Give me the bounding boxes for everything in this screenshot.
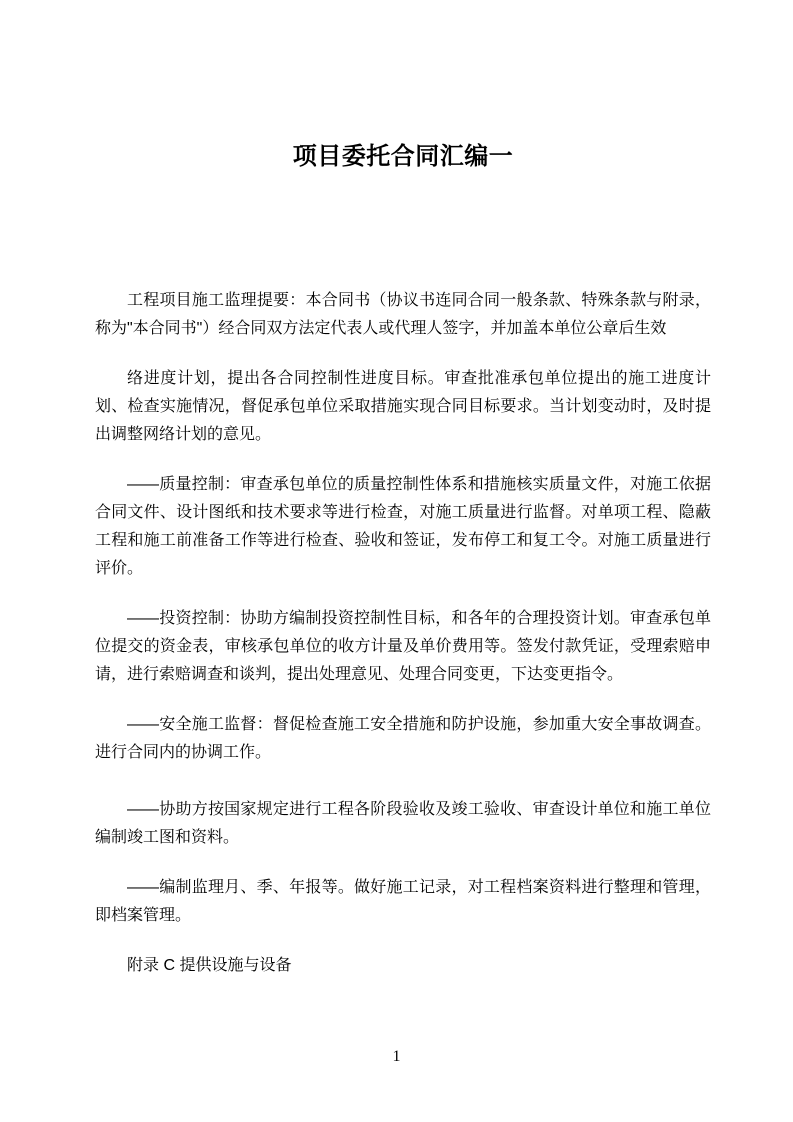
paragraph-acceptance-assistance: ——协助方按国家规定进行工程各阶段验收及竣工验收、审查设计单位和施工单位编制竣工图和资料。 bbox=[95, 801, 711, 846]
paragraph-safety-supervision: ——安全施工监督：督促检查施工安全措施和防护设施，参加重大安全事故调查。进行合同内的协调工作。 bbox=[95, 716, 711, 761]
paragraph-schedule-control: 络进度计划，提出各合同控制性进度目标。审查批准承包单位提出的施工进度计划、检查实施情况，督促承包单位采取措施实现合同目标要求。当计划变动时，及时提出调整网络计划的意见。 bbox=[95, 370, 711, 443]
document-title: 项目委托合同汇编一 bbox=[292, 143, 514, 170]
paragraph-investment-control: ——投资控制：协助方编制投资控制性目标，和各年的合理投资计划。审查承包单位提交的资金表，审核承包单位的收方计量及单价费用等。签发付款凭证，受理索赔申请，进行索赔调查和谈判，提出处理意见、处理合同变更，下达变更指令。 bbox=[95, 610, 711, 683]
page-number: 1 bbox=[392, 1048, 401, 1065]
paragraph-reports-archives: ——编制监理月、季、年报等。做好施工记录，对工程档案资料进行整理和管理，即档案管理。 bbox=[95, 879, 711, 924]
paragraph-appendix-c-heading: 附录 C 提供设施与设备 bbox=[127, 957, 292, 974]
paragraph-quality-control: ——质量控制：审查承包单位的质量控制性体系和措施核实质量文件，对施工依据合同文件、设计图纸和技术要求等进行检查，对施工质量进行监督。对单项工程、隐蔽工程和施工前准备工作等进行检查、验收和签证，发布停工和复工令。对施工质量进行评价。 bbox=[95, 476, 711, 577]
paragraph-supervision-summary: 工程项目施工监理提要：本合同书（协议书连同合同一般条款、特殊条款与附录，称为"本合同书"）经合同双方法定代表人或代理人签字，并加盖本单位公章后生效 bbox=[95, 292, 711, 337]
document-body bbox=[0, 287, 793, 980]
